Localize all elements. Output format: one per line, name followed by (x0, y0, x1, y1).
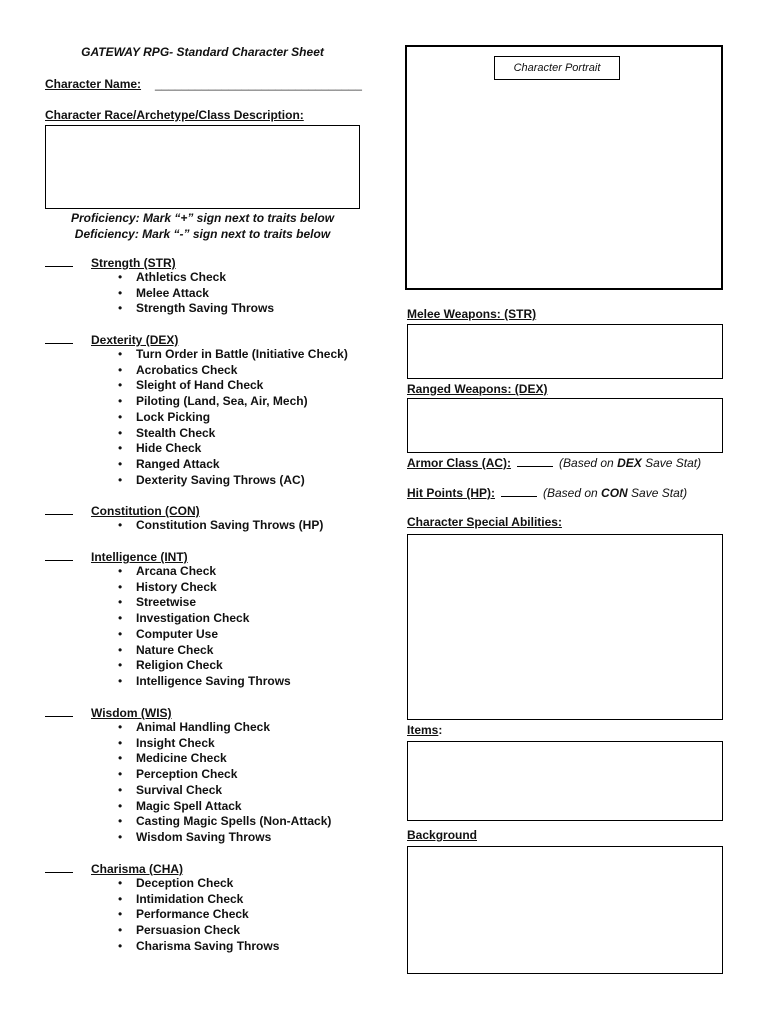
hit-points-line (407, 486, 687, 500)
list-item: • Constitution Saving Throws (HP) (91, 518, 323, 534)
hit-points-field[interactable] (501, 486, 537, 497)
list-item: • Animal Handling Check (91, 720, 331, 736)
ranged-weapons-box[interactable] (407, 398, 723, 453)
race-description-box[interactable] (45, 125, 360, 209)
proficiency-note: Proficiency: Mark “+” sign next to traits below (70, 211, 335, 225)
portrait-label: Character Portrait (494, 56, 620, 80)
hit-points-label: Hit Points (HP): (407, 486, 495, 500)
trait-mark-field[interactable] (45, 333, 73, 344)
armor-class-line (407, 456, 701, 470)
trait-charisma (45, 862, 279, 955)
list-item: • Intelligence Saving Throws (91, 674, 291, 690)
list-item: • Intimidation Check (91, 892, 279, 908)
trait-intelligence (45, 550, 291, 690)
trait-mark-field[interactable] (45, 550, 73, 561)
list-item: • Acrobatics Check (91, 363, 348, 379)
trait-name: Wisdom (WIS) (91, 706, 172, 720)
list-item: • Magic Spell Attack (91, 799, 331, 815)
trait-name: Charisma (CHA) (91, 862, 184, 876)
list-item: • Arcana Check (91, 564, 291, 580)
list-item: • Performance Check (91, 907, 279, 923)
melee-weapons-label: Melee Weapons: (STR) (407, 307, 537, 321)
trait-wisdom (45, 706, 331, 846)
trait-name: Strength (STR) (91, 256, 176, 270)
list-item: • Deception Check (91, 876, 279, 892)
list-item: • Melee Attack (91, 286, 274, 302)
list-item: • Survival Check (91, 783, 331, 799)
sheet-title: GATEWAY RPG- Standard Character Sheet (81, 45, 324, 59)
list-item: • Casting Magic Spells (Non-Attack) (91, 814, 331, 830)
list-item: • Insight Check (91, 736, 331, 752)
list-item: • Athletics Check (91, 270, 274, 286)
trait-name: Intelligence (INT) (91, 550, 188, 564)
list-item: • Ranged Attack (91, 457, 348, 473)
trait-mark-field[interactable] (45, 504, 73, 515)
list-item: • Turn Order in Battle (Initiative Check) (91, 347, 348, 363)
list-item: • Piloting (Land, Sea, Air, Mech) (91, 394, 348, 410)
trait-name: Constitution (CON) (91, 504, 200, 518)
trait-mark-field[interactable] (45, 706, 73, 717)
list-item: • History Check (91, 580, 291, 596)
trait-dexterity (45, 333, 348, 488)
list-item: • Persuasion Check (91, 923, 279, 939)
list-item: • Strength Saving Throws (91, 301, 274, 317)
race-description-label: Character Race/Archetype/Class Description: (45, 108, 304, 122)
list-item: • Stealth Check (91, 426, 348, 442)
hit-points-note: (Based on CON Save Stat) (543, 486, 688, 500)
list-item: • Investigation Check (91, 611, 291, 627)
deficiency-note: Deficiency: Mark “-” sign next to traits below (74, 227, 331, 241)
background-label: Background (407, 828, 478, 842)
list-item: • Nature Check (91, 643, 291, 659)
background-box[interactable] (407, 846, 723, 974)
list-item: • Perception Check (91, 767, 331, 783)
list-item: • Hide Check (91, 441, 348, 457)
special-abilities-label: Character Special Abilities: (407, 515, 562, 529)
items-box[interactable] (407, 741, 723, 821)
trait-name: Dexterity (DEX) (91, 333, 179, 347)
list-item: • Computer Use (91, 627, 291, 643)
items-label: Items: (407, 723, 443, 737)
melee-weapons-box[interactable] (407, 324, 723, 379)
trait-strength (45, 256, 274, 317)
armor-class-label: Armor Class (AC): (407, 456, 512, 470)
list-item: • Medicine Check (91, 751, 331, 767)
character-portrait-box[interactable] (405, 45, 723, 290)
armor-class-field[interactable] (517, 456, 553, 467)
character-name-field[interactable]: _______________________________ (155, 77, 362, 91)
list-item: • Dexterity Saving Throws (AC) (91, 473, 348, 489)
trait-mark-field[interactable] (45, 256, 73, 267)
list-item: • Wisdom Saving Throws (91, 830, 331, 846)
character-name-label: Character Name: (45, 77, 142, 91)
list-item: • Charisma Saving Throws (91, 939, 279, 955)
list-item: • Streetwise (91, 595, 291, 611)
trait-constitution (45, 504, 323, 534)
list-item: • Lock Picking (91, 410, 348, 426)
ranged-weapons-label: Ranged Weapons: (DEX) (407, 382, 548, 396)
list-item: • Religion Check (91, 658, 291, 674)
armor-class-note: (Based on DEX Save Stat) (559, 456, 702, 470)
special-abilities-box[interactable] (407, 534, 723, 720)
list-item: • Sleight of Hand Check (91, 378, 348, 394)
trait-mark-field[interactable] (45, 862, 73, 873)
